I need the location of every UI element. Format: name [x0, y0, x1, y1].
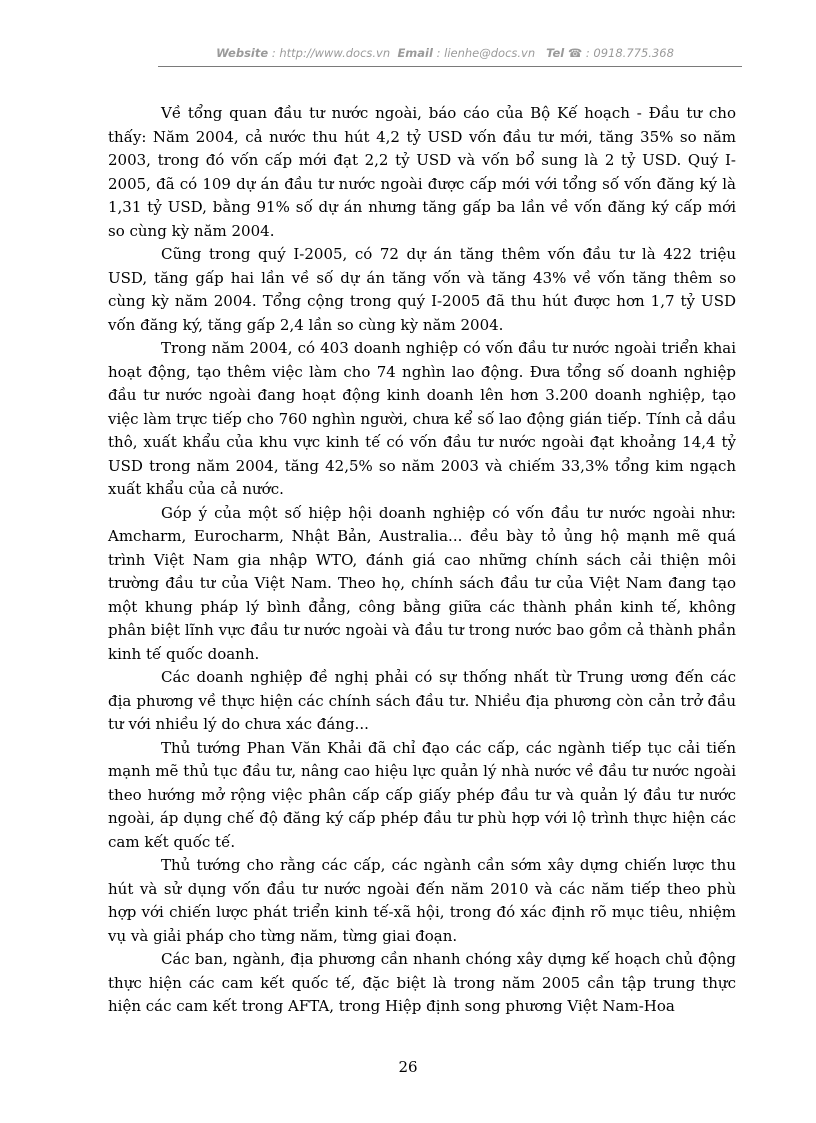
tel-value: : 0918.775.368 — [585, 46, 674, 60]
paragraph: Thủ tướng Phan Văn Khải đã chỉ đạo các cấp, các ngành tiếp tục cải tiến mạnh mẽ thủ tục đầu tư, nâng cao hiệu lực quản lý nhà nước về đầu tư nước ngoài theo hướng mở rộng việc phân cấp cấp giấy phép đầu tư và quản lý đầu tư nước ngoài, áp dụng chế độ đăng ký cấp phép đầu tư phù hợp với lộ trình thực hiện các cam kết quốc tế. — [108, 738, 736, 851]
email-label: Email — [397, 46, 433, 60]
paragraph: Các ban, ngành, địa phương cần nhanh chóng xây dựng kế hoạch chủ động thực hiện các cam kết quốc tế, đặc biệt là trong năm 2005 cần tập trung thực hiện các cam kết trong AFTA, trong Hiệp định song phương Việt Nam-Hoa — [108, 950, 736, 1015]
page-number: 26 — [398, 1058, 418, 1076]
paragraph: Các doanh nghiệp đề nghị phải có sự thống nhất từ Trung ương đến các địa phương về thực hiện các chính sách đầu tư. Nhiều địa phương còn cản trở đầu tư với nhiều lý do chưa xác đáng... — [108, 668, 736, 733]
paragraph: Cũng trong quý I-2005, có 72 dự án tăng thêm vốn đầu tư là 422 triệu USD, tăng gấp hai lần về số dự án tăng vốn và tăng 43% về vốn tăng thêm so cùng kỳ năm 2004. Tổng cộng trong quý I-2005 đã thu hút được hơn 1,7 tỷ USD vốn đăng ký, tăng gấp 2,4 lần so cùng kỳ năm 2004. — [108, 245, 736, 334]
page-header — [150, 46, 740, 60]
paragraph: Góp ý của một số hiệp hội doanh nghiệp có vốn đầu tư nước ngoài như: Amcharm, Eurocharm, Nhật Bản, Australia... đều bày tỏ ủng hộ mạnh mẽ quá trình Việt Nam gia nhập WTO, đánh giá cao những chính sách cải thiện môi trường đầu tư của Việt Nam. Theo họ, chính sách đầu tư của Việt Nam đang tạo một khung pháp lý bình đẳng, công bằng giữa các thành phần kinh tế, không phân biệt lĩnh vực đầu tư nước ngoài và đầu tư trong nước bao gồm cả thành phần kinh tế quốc doanh. — [108, 503, 736, 663]
paragraph: Về tổng quan đầu tư nước ngoài, báo cáo của Bộ Kế hoạch - Đầu tư cho thấy: Năm 2004, cả nước thu hút 4,2 tỷ USD vốn đầu tư mới, tăng 35% so năm 2003, trong đó vốn cấp mới đạt 2,2 tỷ USD và vốn bổ sung là 2 tỷ USD. Quý I-2005, đã có 109 dự án đầu tư nước ngoài được cấp mới với tổng số vốn đăng ký là 1,31 tỷ USD, bằng 91% số dự án nhưng tăng gấp ba lần về vốn đăng ký cấp mới so cùng kỳ năm 2004. — [108, 104, 736, 240]
website-value: : http://www.docs.vn — [271, 46, 391, 60]
tel-label: Tel — [546, 46, 565, 60]
website-label: Website — [216, 46, 269, 60]
email-value: : lienhe@docs.vn — [436, 46, 536, 60]
telephone-icon: ☎ — [567, 46, 583, 60]
body-text — [108, 102, 736, 1019]
header-divider — [158, 66, 742, 67]
paragraph: Thủ tướng cho rằng các cấp, các ngành cần sớm xây dựng chiến lược thu hút và sử dụng vốn đầu tư nước ngoài đến năm 2010 và các năm tiếp theo phù hợp với chiến lược phát triển kinh tế-xã hội, trong đó xác định rõ mục tiêu, nhiệm vụ và giải pháp cho từng năm, từng giai đoạn. — [108, 856, 736, 945]
paragraph: Trong năm 2004, có 403 doanh nghiệp có vốn đầu tư nước ngoài triển khai hoạt động, tạo thêm việc làm cho 74 nghìn lao động. Đưa tổng số doanh nghiệp đầu tư nước ngoài đang hoạt động kinh doanh lên hơn 3.200 doanh nghiệp, tạo việc làm trực tiếp cho 760 nghìn người, chưa kể số lao động gián tiếp. Tính cả dầu thô, xuất khẩu của khu vực kinh tế có vốn đầu tư nước ngoài đạt khoảng 14,4 tỷ USD trong năm 2004, tăng 42,5% so năm 2003 và chiếm 33,3% tổng kim ngạch xuất khẩu của cả nước. — [108, 339, 736, 498]
